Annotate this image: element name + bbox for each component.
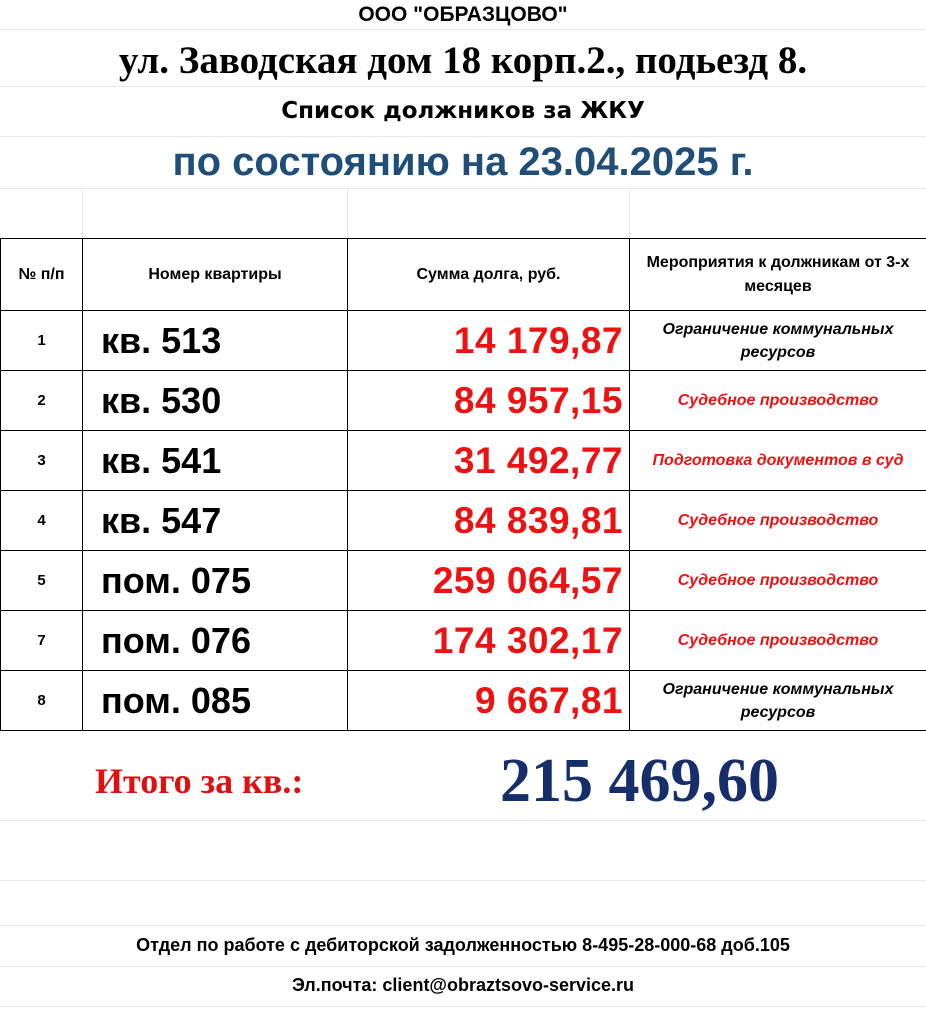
- debt-amount: 84 957,15: [348, 371, 630, 431]
- gridline: [347, 188, 348, 238]
- debt-amount: 14 179,87: [348, 311, 630, 371]
- table-row: [1, 551, 926, 611]
- debtor-action: Судебное производство: [630, 371, 926, 431]
- gridline: [0, 925, 926, 926]
- gridline: [82, 188, 83, 238]
- column-header-apartment: Номер квартиры: [83, 239, 348, 311]
- apartment-number: пом. 085: [83, 671, 348, 731]
- row-number: 8: [1, 671, 83, 731]
- gridline: [0, 86, 926, 87]
- list-title: Список должников за ЖКУ: [281, 98, 645, 124]
- gridline: [0, 1006, 926, 1007]
- total-amount: 215 469,60: [500, 747, 779, 815]
- column-header-actions: Мероприятия к должникам от 3-х месяцев: [630, 239, 926, 311]
- gridline: [0, 880, 926, 881]
- apartment-number: кв. 547: [83, 491, 348, 551]
- debt-amount: 31 492,77: [348, 431, 630, 491]
- debtor-action: Судебное производство: [630, 551, 926, 611]
- debtor-action: Ограничение коммунальных ресурсов: [630, 671, 926, 731]
- table-row: [1, 311, 926, 371]
- debt-amount: 259 064,57: [348, 551, 630, 611]
- apartment-number: кв. 530: [83, 371, 348, 431]
- total-label: Итого за кв.:: [95, 761, 304, 801]
- row-number: 1: [1, 311, 83, 371]
- row-number: 7: [1, 611, 83, 671]
- contact-email: Эл.почта: client@obraztsovo-service.ru: [291, 975, 635, 995]
- debt-amount: 174 302,17: [348, 611, 630, 671]
- table-row: [1, 431, 926, 491]
- apartment-number: пом. 076: [83, 611, 348, 671]
- apartment-number: пом. 075: [83, 551, 348, 611]
- column-header-number: № п/п: [1, 239, 83, 311]
- gridline: [0, 966, 926, 967]
- debtor-action: Ограничение коммунальных ресурсов: [630, 311, 926, 371]
- company-name: ООО "ОБРАЗЦОВО": [358, 3, 568, 26]
- table-header-row: [1, 239, 926, 311]
- apartment-number: кв. 513: [83, 311, 348, 371]
- row-number: 3: [1, 431, 83, 491]
- table-row: [1, 611, 926, 671]
- table-row: [1, 371, 926, 431]
- table-row: [1, 491, 926, 551]
- gridline: [629, 188, 630, 238]
- debtor-action: Судебное производство: [630, 491, 926, 551]
- row-number: 4: [1, 491, 83, 551]
- gridline: [0, 136, 926, 137]
- apartment-number: кв. 541: [83, 431, 348, 491]
- department-contact: Отдел по работе с дебиторской задолженностью 8-495-28-000-68 доб.105: [136, 935, 790, 955]
- gridline: [0, 29, 926, 30]
- debtor-action: Судебное производство: [630, 611, 926, 671]
- row-number: 2: [1, 371, 83, 431]
- debt-amount: 9 667,81: [348, 671, 630, 731]
- table-row: [1, 671, 926, 731]
- debt-amount: 84 839,81: [348, 491, 630, 551]
- row-number: 5: [1, 551, 83, 611]
- gridline: [0, 820, 926, 821]
- column-header-debt: Сумма долга, руб.: [348, 239, 630, 311]
- gridline: [0, 188, 926, 189]
- building-address: ул. Заводская дом 18 корп.2., подьезд 8.: [118, 39, 808, 82]
- debtors-table: [0, 238, 926, 731]
- as-of-date: по состоянию на 23.04.2025 г.: [172, 140, 754, 184]
- debtor-action: Подготовка документов в суд: [630, 431, 926, 491]
